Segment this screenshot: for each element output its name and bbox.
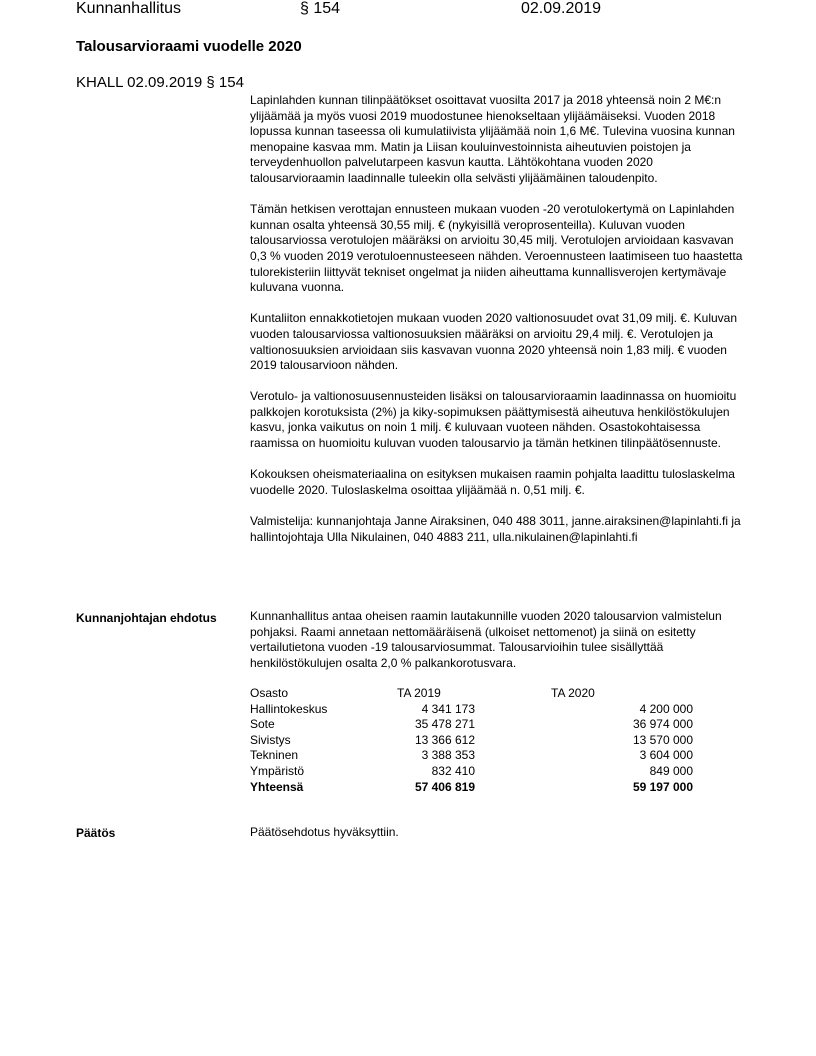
decision-text: Päätösehdotus hyväksyttiin.: [250, 825, 399, 839]
total-label: Yhteensä: [250, 779, 304, 794]
department-name: Hallintokeskus: [250, 701, 328, 716]
document-title: Talousarvioraami vuodelle 2020: [76, 38, 302, 55]
department-name: Ympäristö: [250, 763, 305, 778]
paragraph-preparer: Valmistelija: kunnanjohtaja Janne Airaksinen, 040 488 3011, janne.airaksinen@lapinlahti.fi ja hallintojohtaja Ulla Nikulainen, 040 4883 211, ulla.nikulainen@lapinlahti.fi: [250, 514, 741, 544]
budget-table: [250, 686, 693, 795]
main-content: [250, 93, 750, 561]
proposal-label: Kunnanjohtajan ehdotus: [76, 611, 217, 625]
paragraph-income-statement: Kokouksen oheismateriaalina on esityksen mukaisen raamin pohjalta laadittu tuloslaskelma vuodelle 2020. Tuloslaskelma osoittaa ylijäämää n. 0,51 milj. €.: [250, 467, 735, 497]
ta-2020-value: 36 974 000: [632, 717, 693, 732]
header-date: 02.09.2019: [521, 0, 602, 17]
table-total-row: [250, 780, 693, 796]
ta-2020-value: 13 570 000: [632, 732, 693, 747]
total-ta-2019: 57 406 819: [414, 779, 475, 794]
table-header-row: [250, 686, 693, 702]
ta-2019-value: 4 341 173: [421, 701, 475, 716]
paragraph-personnel-costs: Verotulo- ja valtionosuusennusteiden lisäksi on talousarvioraamin laadinnassa on huomioitu palkkojen korotuksista (2%) ja kiky-sopimuksen päättymisestä aiheutuva henkilöstökulujen kasvu, jonka vaikutus on noin 1 milj. € kuluvaan vuoteen nähden. Osastokohtaisessa raamissa on huomioitu kuluvan vuoden talousarvio ja tämän hetkinen tilinpäätösennuste.: [250, 389, 737, 451]
header-body: Kunnanhallitus: [76, 0, 181, 17]
ta-2020-value: 3 604 000: [639, 748, 693, 763]
meeting-reference: KHALL 02.09.2019 § 154: [76, 74, 244, 91]
paragraph-state-subsidies: Kuntaliiton ennakkotietojen mukaan vuoden 2020 valtionosuudet ovat 31,09 milj. €. Kuluvan vuoden talousarviossa valtionosuuksien määräksi on arvioitu 29,4 milj. €. Verotulojen ja valtionosuuksien arvioidaan siis kasvavan vuonna 2020 yhteensä noin 1,83 milj. € vuoden 2019 talousarvioon nähden.: [250, 311, 738, 373]
ta-2019-value: 832 410: [431, 763, 475, 778]
table-row: [250, 764, 693, 780]
paragraph-tax-forecast: Tämän hetkisen verottajan ennusteen mukaan vuoden -20 verotulokertymä on Lapinlahden kunnan osalta yhteensä 30,55 milj. € (nykyisillä veroprosenteilla). Kuluvan vuoden talousarviossa verotulojen määräksi on arvioitu 30,45 milj. Verotulojen arvioidaan kasvavan 0,3 % vuoden 2019 verotuloennusteeseen nähden. Veroennusteen laatimiseen tuo haastetta tulorekisteriin liittyvät tekniset ongelmat ja niiden aiheuttama kunnallisverojen kertymävaje kuluvana vuonna.: [250, 202, 743, 295]
ta-2019-value: 13 366 612: [414, 732, 475, 747]
department-name: Sivistys: [250, 732, 291, 747]
department-name: Sote: [250, 717, 275, 732]
paragraph-financial-statements: Lapinlahden kunnan tilinpäätökset osoittavat vuosilta 2017 ja 2018 yhteensä noin 2 M€:n ylijäämää ja myös vuosi 2019 muodostunee hienokseltaan ylijäämäiseksi. Vuoden 2018 lopussa kunnan taseessa oli kumulatiivista ylijäämää noin 1,6 M€. Tulevina vuosina kunnan menopaine kasvaa mm. Matin ja Liisan kouluinvestoinnista aiheutuvien poistojen ja terveydenhuollon palvelutarpeen kasvun kautta. Lähtökohtana vuoden 2020 talousarvioraamin laadinnalle tuleekin olla selvästi ylijäämäinen taloudenpito.: [250, 93, 735, 185]
total-ta-2020: 59 197 000: [632, 779, 693, 794]
table-row: [250, 748, 693, 764]
table-row: [250, 702, 693, 718]
header-ta-2020: TA 2020: [551, 686, 595, 700]
header-ta-2019: TA 2019: [397, 686, 441, 700]
table-row: [250, 717, 693, 733]
proposal-text: Kunnanhallitus antaa oheisen raamin lautakunnille vuoden 2020 talousarvion valmistelun pohjaksi. Raami annetaan nettomääräisenä (ulkoiset nettomenot) ja siinä on esitetty vertailutietona vuoden -19 talousarviosummat. Talousarvioihin tulee sisällyttää henkilöstökulujen osalta 2,0 % palkankorotusvara.: [250, 609, 722, 670]
header-section: § 154: [300, 0, 341, 17]
ta-2020-value: 4 200 000: [639, 701, 693, 716]
ta-2020-value: 849 000: [649, 763, 693, 778]
decision-label: Päätös: [76, 826, 116, 840]
ta-2019-value: 3 388 353: [421, 748, 475, 763]
table-row: [250, 733, 693, 749]
department-name: Tekninen: [250, 748, 299, 763]
header-department: Osasto: [250, 686, 289, 700]
ta-2019-value: 35 478 271: [414, 717, 475, 732]
